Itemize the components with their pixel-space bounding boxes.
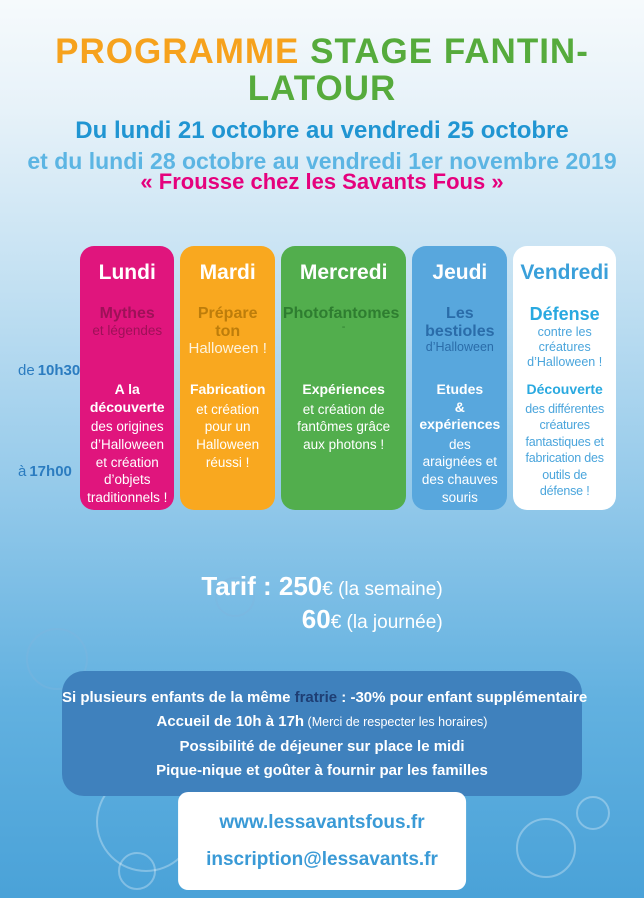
day-theme: [87, 305, 167, 381]
header: [0, 34, 644, 175]
time-start-value: 10h30: [37, 362, 81, 379]
day-name: Mardi: [199, 261, 256, 284]
schedule-grid: [80, 246, 616, 510]
info-hours-note: (Merci de respecter les horaires): [304, 715, 488, 730]
practical-info-box: [62, 671, 588, 796]
activity-text: des origines d’Halloween et création d’objets traditionnels !: [87, 419, 168, 506]
bubble-decoration: [118, 852, 156, 890]
bubble-decoration: [576, 796, 610, 830]
theme-subtitle: -: [341, 320, 346, 333]
day-column-mardi: [180, 246, 274, 510]
day-name: Vendredi: [520, 261, 610, 284]
date-range-week2: et du lundi 28 octobre au vendredi 1er novembre 2019: [27, 147, 617, 174]
day-theme: [282, 305, 400, 381]
theme-title: Prépare ton: [197, 305, 258, 340]
day-column-lundi: [80, 246, 174, 510]
pricing-block: [201, 570, 442, 635]
title-programme: PROGRAMME: [55, 32, 300, 71]
pricing-day-unit: € (la journée): [330, 611, 443, 633]
theme-subtitle: contre les créatures d’Halloween !: [527, 324, 603, 369]
info-discount-after: : -30% pour enfant supplémentaire: [337, 689, 588, 706]
time-end-prefix: à: [18, 463, 27, 480]
theme-title: Photofantomes: [282, 305, 400, 322]
theme-title: Les bestioles: [425, 305, 495, 340]
activity-text: des araignées et des chauves souris: [421, 436, 498, 505]
time-end-value: 17h00: [29, 463, 72, 480]
contact-box: [178, 792, 466, 890]
day-theme: [187, 305, 267, 381]
pricing-week-amount: Tarif : 250: [201, 571, 323, 601]
theme-title: Mythes: [99, 305, 155, 322]
theme-subtitle: et légendes: [92, 322, 163, 338]
day-activity: [87, 381, 167, 507]
info-hours: Accueil de 10h à 17h: [156, 713, 305, 731]
day-activity: [419, 381, 500, 507]
day-activity: [288, 381, 399, 454]
theme-subtitle: d’Halloween: [425, 340, 494, 355]
time-start-label: [18, 362, 80, 379]
info-discount-line: [62, 686, 588, 710]
info-fratrie-highlight: fratrie: [294, 689, 338, 706]
contact-email: inscription@lessavants.fr: [206, 849, 438, 871]
activity-title: A la découverte: [89, 381, 165, 415]
day-name: Mercredi: [299, 261, 388, 284]
date-range-week1: Du lundi 21 octobre au vendredi 25 octobre: [75, 116, 569, 144]
day-activity: [187, 381, 267, 472]
activity-text: et création de fantômes grâce aux photons !: [297, 401, 391, 453]
activity-title: Fabrication: [189, 381, 266, 397]
pricing-week-line: [201, 570, 442, 603]
time-start-prefix: de: [18, 362, 35, 379]
info-lunch-line: Possibilité de déjeuner sur place le midi: [179, 737, 465, 755]
info-hours-line: [62, 710, 582, 734]
day-column-mercredi: [281, 246, 406, 510]
theme-title: Défense: [529, 304, 600, 324]
theme-subtitle: Halloween !: [188, 340, 267, 358]
website-url: www.lessavantsfous.fr: [219, 812, 425, 833]
day-activity: [520, 381, 609, 500]
day-column-vendredi: [513, 246, 616, 510]
day-theme: [419, 305, 500, 381]
activity-title: Expériences: [302, 381, 385, 397]
day-column-jeudi: [412, 246, 507, 510]
pricing-day-line: [201, 603, 442, 636]
activity-title: Découverte: [526, 381, 603, 397]
time-end-label: [18, 463, 72, 480]
activity-title: Etudes & expériences: [419, 381, 501, 432]
pricing-week-unit: € (la semaine): [322, 579, 443, 600]
activity-text: des différentes créatures fantastiques et fabrication des outils de défense !: [525, 401, 605, 498]
day-name: Lundi: [98, 261, 156, 284]
day-name: Jeudi: [432, 261, 488, 284]
day-theme: [520, 305, 609, 381]
bubble-decoration: [516, 818, 576, 878]
info-picnic-line: Pique-nique et goûter à fournir par les familles: [156, 761, 488, 779]
pricing-day-amount: 60: [301, 603, 331, 634]
info-discount-before: Si plusieurs enfants de la même: [62, 689, 295, 706]
title-stage-name: STAGE FANTIN-LATOUR: [247, 32, 589, 108]
page-title: [0, 34, 644, 108]
theme-quote: « Frousse chez les Savants Fous »: [140, 169, 504, 194]
activity-text: et création pour un Halloween réussi !: [196, 401, 260, 470]
